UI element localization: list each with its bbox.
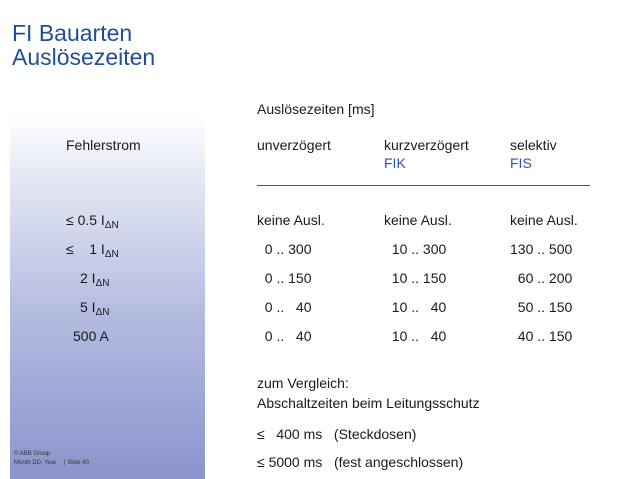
row-header-fehlerstrom: Fehlerstrom: [66, 137, 141, 153]
table-cell: 130 .. 500: [510, 241, 573, 257]
comparison-item: ≤ 400 ms (Steckdosen): [257, 426, 417, 442]
column-header-unverzoegert: unverzögert: [257, 137, 331, 153]
fault-current-label: ≤ 0.5 $I_{\Delta N}$: [66, 212, 119, 231]
slide-subtitle: Auslösezeiten: [12, 44, 156, 70]
table-cell: 0 .. 300: [257, 241, 312, 257]
slide-title: FI Bauarten: [12, 20, 133, 46]
footer-copyright: © ABB Group: [14, 451, 51, 457]
column-sub-fis: FIS: [510, 155, 532, 171]
footer-slide-number: | Slide 40: [64, 460, 89, 466]
fault-current-label: 5 $I_{\Delta N}$: [80, 299, 110, 318]
comparison-intro: zum Vergleich:: [257, 375, 349, 391]
table-cell: 10 .. 150: [384, 270, 447, 286]
footer-date: Month DD, Year: [14, 460, 57, 466]
comparison-item: ≤ 5000 ms (fest angeschlossen): [257, 454, 464, 470]
column-header-selektiv: selektiv: [510, 137, 557, 153]
fault-current-label: ≤ 1 $I_{\Delta N}$: [66, 241, 119, 260]
fault-current-label: 2 $I_{\Delta N}$: [80, 270, 110, 289]
column-sub-fik: FIK: [384, 155, 406, 171]
table-cell: 0 .. 40: [257, 328, 312, 344]
table-cell: 40 .. 150: [510, 328, 573, 344]
table-cell: 10 .. 40: [384, 328, 447, 344]
table-cell: keine Ausl.: [384, 212, 452, 228]
table-cell: 0 .. 150: [257, 270, 312, 286]
table-cell: 0 .. 40: [257, 299, 312, 315]
side-gradient-panel: [10, 115, 205, 479]
column-header-kurzverzoegert: kurzverzögert: [384, 137, 469, 153]
comparison-heading: Abschaltzeiten beim Leitungsschutz: [257, 395, 480, 411]
table-cell: 10 .. 300: [384, 241, 447, 257]
table-cell: 50 .. 150: [510, 299, 573, 315]
table-cell: keine Ausl.: [257, 212, 325, 228]
table-cell: 10 .. 40: [384, 299, 447, 315]
fault-current-label: 500 A: [73, 328, 109, 344]
table-cell: keine Ausl.: [510, 212, 578, 228]
group-header: Auslösezeiten [ms]: [257, 101, 375, 117]
header-divider: [257, 185, 590, 186]
table-cell: 60 .. 200: [510, 270, 573, 286]
